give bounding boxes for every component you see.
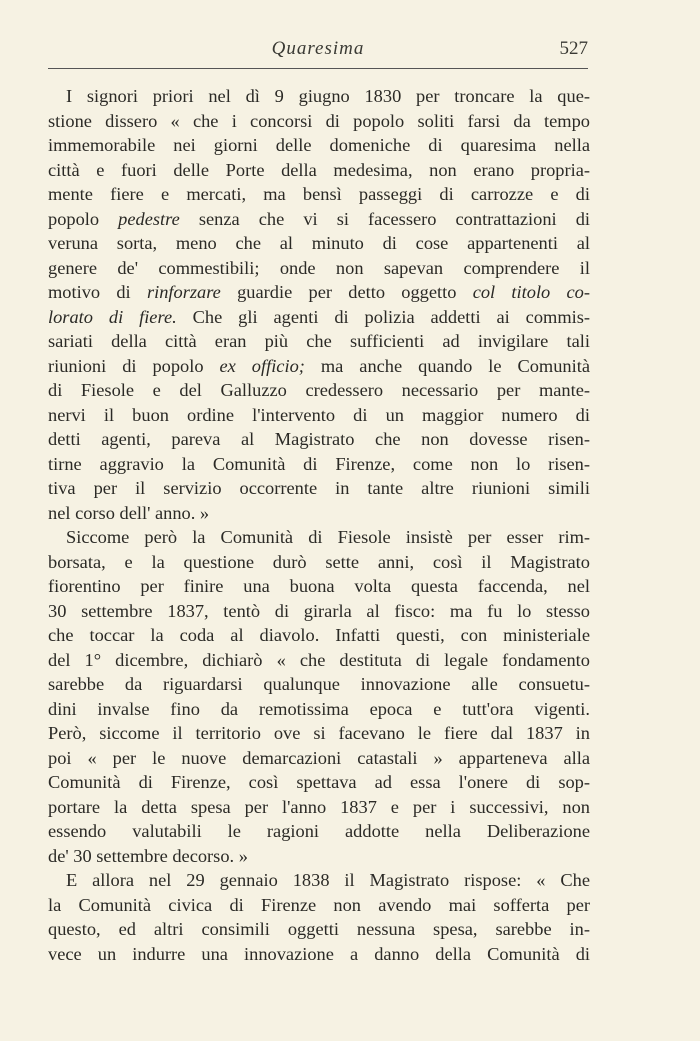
text-span: riunioni di popolo — [48, 355, 220, 376]
text-line: che toccar la coda al diavolo. Infatti questi, con ministeriale — [48, 625, 590, 645]
text-line: 30 settembre 1837, tentò di girarla al fisco: ma fu lo stesso — [48, 600, 590, 621]
text-line: la Comunità civica di Firenze non avendo mai sofferta per — [48, 894, 590, 915]
italic-span: lorato di fiere. — [48, 306, 177, 327]
italic-span: rinforzare — [146, 282, 221, 302]
text-line: immemorabile nei giorni delle domeniche di quaresima nella — [48, 135, 590, 155]
text-line: Siccome però la Comunità di Fiesole insistè per esser rim- — [66, 527, 590, 547]
text-line: vece un indurre una innovazione a danno della Comunità di — [48, 943, 590, 964]
body-text — [48, 84, 590, 966]
text-line — [48, 207, 590, 232]
text-line: città e fuori delle Porte della medesima, non erano propria- — [48, 159, 590, 180]
text-line: di Fiesole e del Galluzzo credessero necessario per mante- — [48, 380, 590, 400]
italic-span: pedestre — [118, 208, 180, 229]
page-header — [48, 38, 588, 66]
text-line: sariati della città eran più che sufficienti ad invigilare tali — [48, 331, 590, 351]
text-line: mente fiere e mercati, ma bensì passeggi di carrozze e di — [48, 184, 590, 204]
text-line: questo, ed altri consimili oggetti nessuna spesa, sarebbe in- — [48, 919, 590, 939]
text-line: E allora nel 29 gennaio 1838 il Magistrato rispose: « Che — [66, 870, 590, 890]
italic-span: ex officio; — [219, 355, 305, 376]
text-line — [48, 354, 590, 379]
text-line: de' 30 settembre decorso. » — [48, 845, 248, 866]
text-line: fiorentino per finire una buona volta questa faccenda, nel — [48, 576, 590, 596]
text-line: veruna sorta, meno che al minuto di cose appartenenti al — [48, 233, 590, 253]
text-span: guardie per detto oggetto — [220, 282, 473, 302]
italic-span: col titolo co- — [472, 282, 590, 302]
text-line: Però, siccome il territorio ove si facevano le fiere dal 1837 in — [48, 723, 590, 743]
text-line: I signori priori nel dì 9 giugno 1830 per troncare la que- — [66, 86, 590, 106]
text-line: stione dissero « che i concorsi di popolo soliti farsi da tempo — [48, 110, 590, 131]
text-line: tirne aggravio la Comunità di Firenze, come non lo risen- — [48, 453, 590, 474]
header-rule — [48, 68, 588, 69]
text-line: genere de' commestibili; onde non sapevan comprendere il — [48, 257, 590, 278]
text-span: motivo di — [48, 282, 147, 302]
text-line — [48, 305, 590, 330]
text-line: portare la detta spesa per l'anno 1837 e per i successivi, non — [48, 796, 590, 817]
text-line: dini invalse fino da remotissima epoca e tutt'ora vigenti. — [48, 698, 590, 719]
text-span: Che gli agenti di polizia addetti ai commis- — [176, 306, 591, 327]
text-line: essendo valutabili le ragioni addotte nella Deliberazione — [48, 821, 590, 841]
page-number: 527 — [559, 38, 588, 59]
text-line: sarebbe da riguardarsi qualunque innovazione alle consuetu- — [48, 674, 590, 694]
text-span: ma anche quando le Comunità — [304, 355, 590, 376]
text-line: borsata, e la questione durò sette anni, così il Magistrato — [48, 551, 590, 572]
text-line — [48, 280, 590, 305]
text-line: nel corso dell' anno. » — [48, 502, 210, 523]
text-span: popolo — [48, 208, 119, 229]
text-line: detti agenti, pareva al Magistrato che non dovesse risen- — [48, 429, 590, 449]
text-span: senza che vi si facessero contrattazioni di — [179, 208, 590, 229]
text-line: del 1° dicembre, dichiarò « che destituta di legale fondamento — [48, 649, 590, 670]
text-line: poi « per le nuove demarcazioni catastali » apparteneva alla — [48, 747, 590, 768]
text-line: nervi il buon ordine l'intervento di un maggior numero di — [48, 404, 590, 425]
text-line: Comunità di Firenze, così spettava ad essa l'onere di sop- — [48, 772, 590, 792]
text-line: tiva per il servizio occorrente in tante altre riunioni simili — [48, 478, 590, 498]
running-title: Quaresima — [271, 38, 365, 59]
